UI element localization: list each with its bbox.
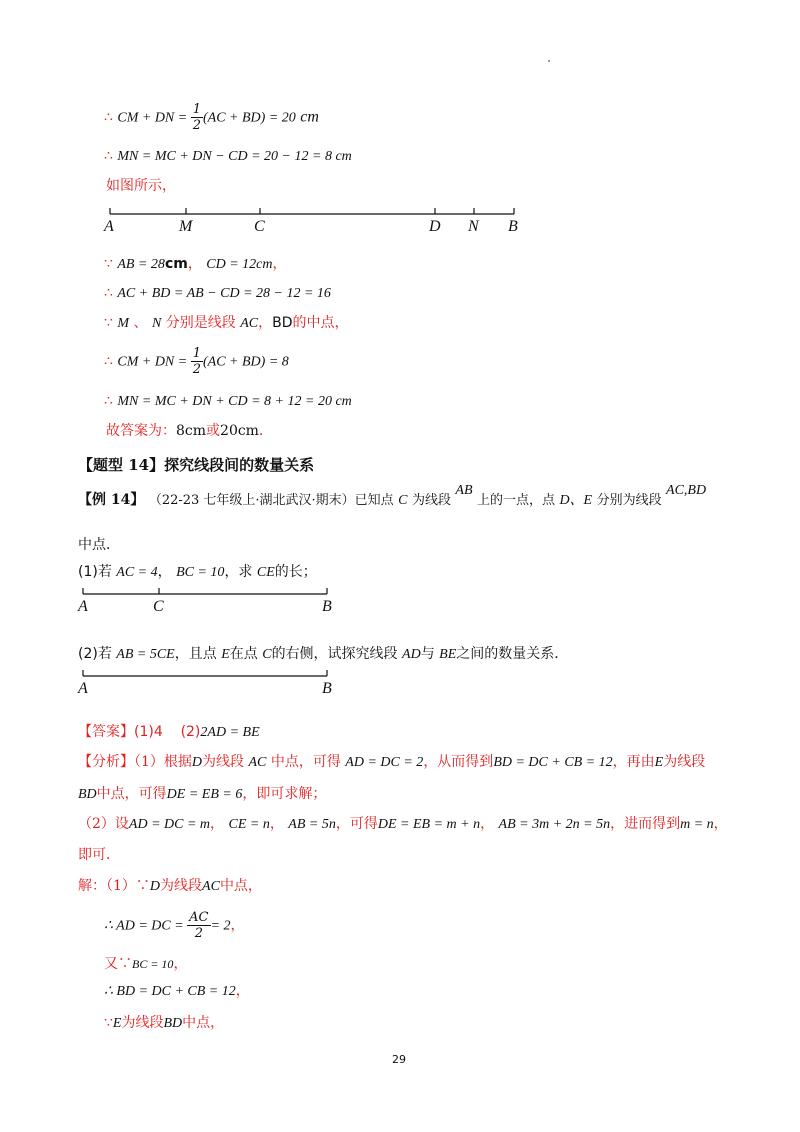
question-1: (1)若 AC = 4， BC = 10，求 CE的长； bbox=[78, 564, 317, 580]
solution-line-2: ∴ AD = DC = $\frac{AC}{2}$ = 2， bbox=[104, 910, 245, 941]
line-midpoints: ∵ M 、 N 分别是线段 AC，BD的中点， bbox=[104, 315, 349, 331]
point-label: A bbox=[78, 680, 88, 697]
answer-line: 故答案为：8cm或20cm． bbox=[106, 423, 273, 439]
line-ac-bd: ∴ AC + BD = AB − CD = 28 − 12 = 16 bbox=[104, 285, 331, 301]
fraction: $\frac{1}{2}$ bbox=[192, 346, 201, 377]
solution-line-1: 解：（1）∵D为线段AC中点， bbox=[78, 878, 262, 894]
line-cm-dn: ∴ CM + DN = $\frac{1}{2}$ (AC + BD) = 20 cm bbox=[104, 102, 319, 133]
line-ab-cd: ∵ AB = 28cm， CD = 12cm， bbox=[104, 256, 287, 272]
point-label: A bbox=[104, 218, 114, 235]
segment-diagram-1 bbox=[104, 206, 524, 222]
fraction: $\frac{1}{2}$ bbox=[192, 102, 201, 133]
point-label: C bbox=[254, 218, 265, 235]
line-mn: ∴ MN = MC + DN − CD = 20 − 12 = 8 cm bbox=[104, 148, 352, 164]
page-number: 29 bbox=[392, 1053, 406, 1066]
solution-line-5: ∵E为线段BD中点， bbox=[104, 1015, 225, 1031]
line-cm-dn-8: ∴ CM + DN = $\frac{1}{2}$ (AC + BD) = 8 bbox=[104, 346, 289, 377]
as-shown-text: 如图所示， bbox=[106, 178, 176, 194]
segment-diagram-2 bbox=[78, 586, 338, 600]
solution-line-4: ∴ BD = DC + CB = 12， bbox=[104, 983, 250, 999]
section-title: 【题型 14】探究线段间的数量关系 bbox=[78, 456, 315, 474]
point-label: B bbox=[508, 218, 518, 235]
fraction: $\frac{AC}{2}$ bbox=[189, 910, 209, 941]
segment-diagram-3 bbox=[78, 668, 338, 682]
point-label: B bbox=[322, 598, 332, 615]
point-label: A bbox=[78, 598, 88, 615]
point-label: D bbox=[429, 218, 441, 235]
point-label: B bbox=[322, 680, 332, 697]
answer-line: 【答案】(1)4 (2)2AD = BE bbox=[78, 724, 260, 740]
point-label: M bbox=[179, 218, 193, 235]
point-label: C bbox=[153, 598, 164, 615]
analysis-line-4: 即可． bbox=[78, 847, 120, 863]
scan-dot bbox=[548, 60, 550, 62]
solution-line-3: 又∵BC = 10， bbox=[104, 956, 188, 972]
analysis-line-2: BD中点，可得DE = EB = 6，即可求解； bbox=[78, 786, 327, 802]
example-stem-end: 中点． bbox=[78, 537, 120, 553]
analysis-line-1: 【分析】（1）根据D为线段 AC 中点，可得 AD = DC = 2，从而得到BD = DC + CB = 12，再由E为线段 bbox=[78, 754, 706, 770]
therefore-mark: ∴ bbox=[104, 109, 113, 126]
example-stem: 【例 14】 （22-23 七年级上·湖北武汉·期末）已知点 C 为线段 AB 上的一点，点 D、E 分别为线段 AC,BD bbox=[78, 483, 707, 508]
line-mn-20: ∴ MN = MC + DN + CD = 8 + 12 = 20 cm bbox=[104, 393, 352, 409]
analysis-line-3: （2）设AD = DC = m， CE = n， AB = 5n，可得DE = EB = m + n， AB = 3m + 2n = 5n，进而得到m = n， bbox=[78, 816, 728, 832]
question-2: (2)若 AB = 5CE，且点 E在点 C的右侧，试探究线段 AD与 BE之间的数量关系． bbox=[78, 646, 569, 662]
point-label: N bbox=[468, 218, 479, 235]
